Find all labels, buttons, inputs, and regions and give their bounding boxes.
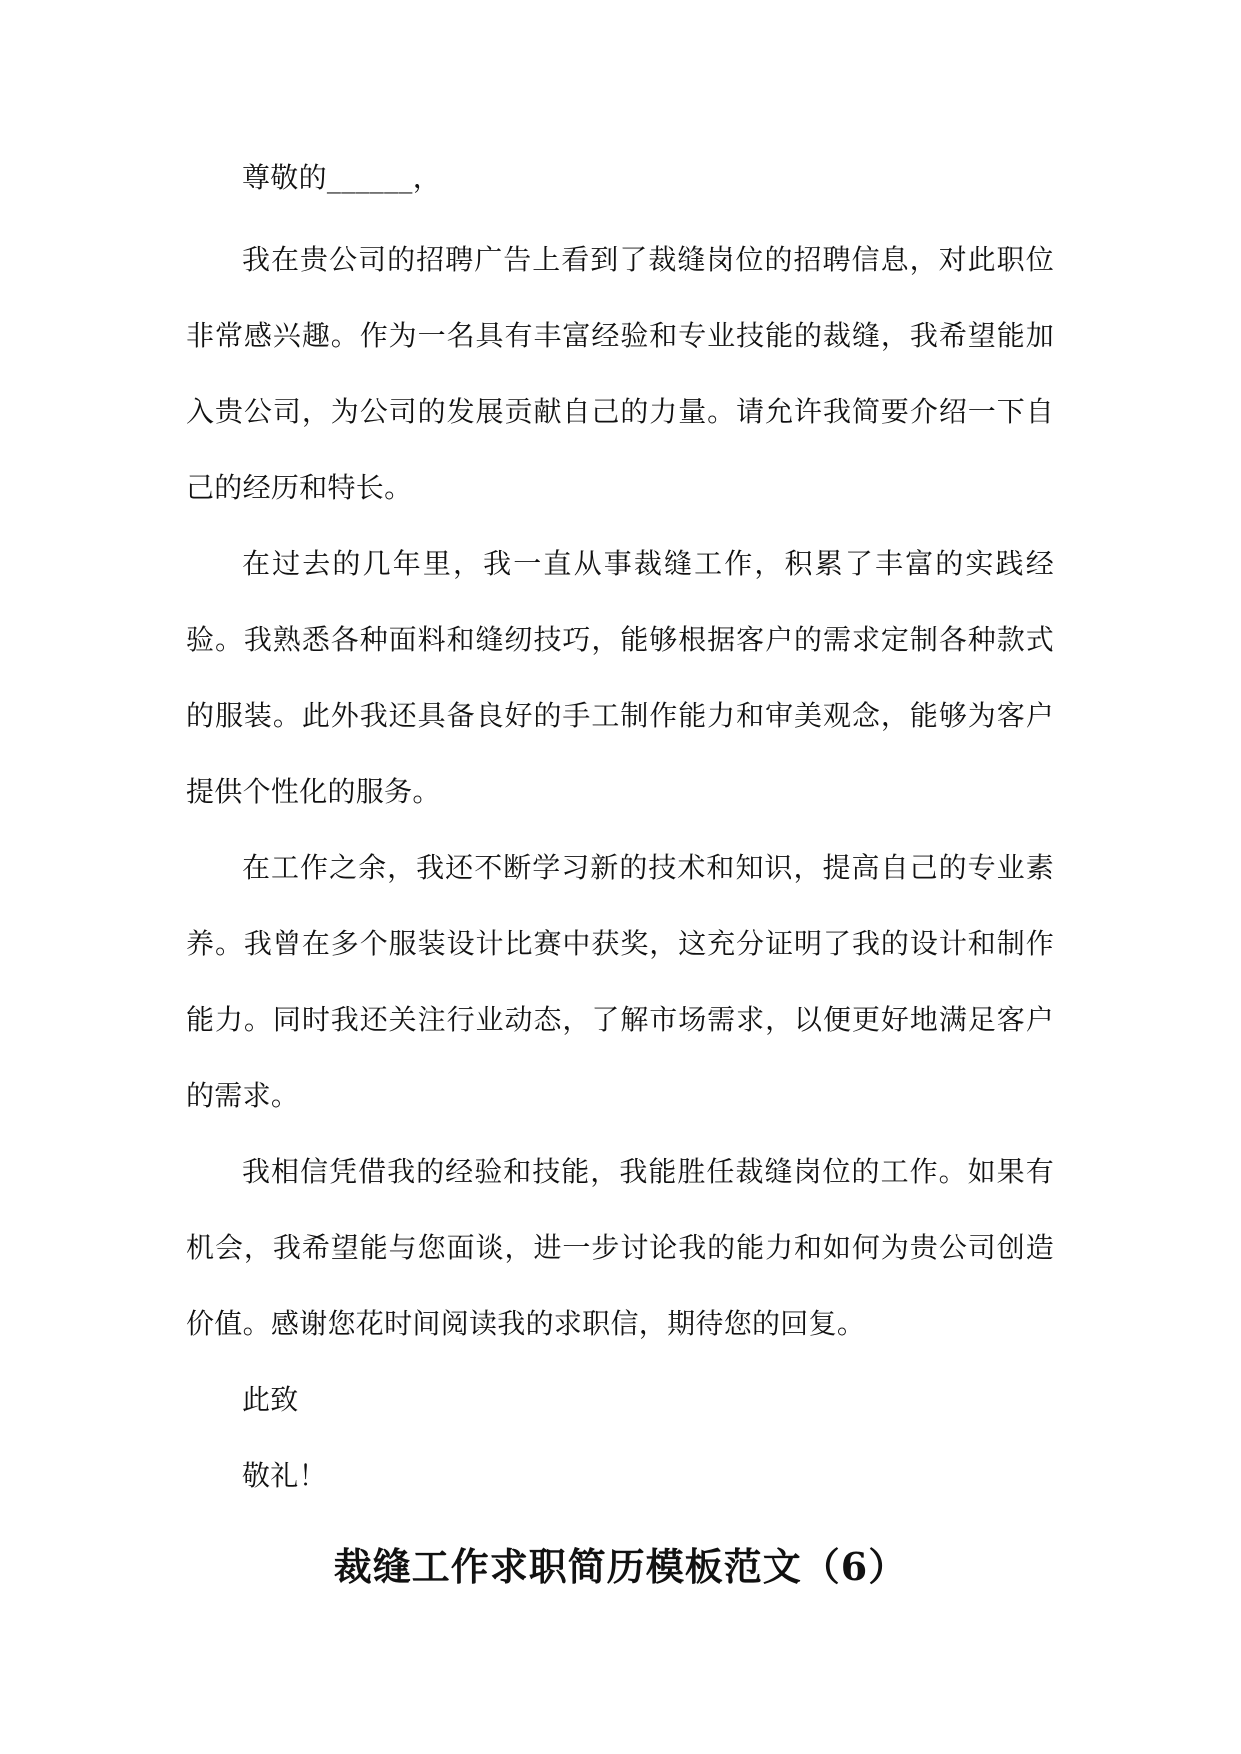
letter-greeting: 尊敬的______， <box>242 161 442 194</box>
letter-paragraph: 在工作之余，我还不断学习新的技术和知识，提高自己的专业素养。我曾在多个服装设计比赛中获奖，这充分证明了我的设计和制作能力。同时我还关注行业动态，了解市场需求，以便更好地满足客户的需求。 <box>186 851 1054 1112</box>
letter-paragraph: 我在贵公司的招聘广告上看到了裁缝岗位的招聘信息，对此职位非常感兴趣。作为一名具有丰富经验和专业技能的裁缝，我希望能加入贵公司，为公司的发展贡献自己的力量。请允许我简要介绍一下自己的经历和特长。 <box>186 243 1054 504</box>
letter-closing-salutation: 此致 <box>242 1383 299 1416</box>
section-heading: 裁缝工作求职简历模板范文（6） <box>333 1544 908 1589</box>
letter-paragraph: 我相信凭借我的经验和技能，我能胜任裁缝岗位的工作。如果有机会，我希望能与您面谈，进一步讨论我的能力和如何为贵公司创造价值。感谢您花时间阅读我的求职信，期待您的回复。 <box>186 1155 1054 1340</box>
letter-paragraph: 在过去的几年里，我一直从事裁缝工作，积累了丰富的实践经验。我熟悉各种面料和缝纫技巧，能够根据客户的需求定制各种款式的服装。此外我还具备良好的手工制作能力和审美观念，能够为客户提供个性化的服务。 <box>186 547 1054 808</box>
letter-body <box>186 140 1054 1514</box>
letter-closing-regards: 敬礼！ <box>242 1459 327 1492</box>
